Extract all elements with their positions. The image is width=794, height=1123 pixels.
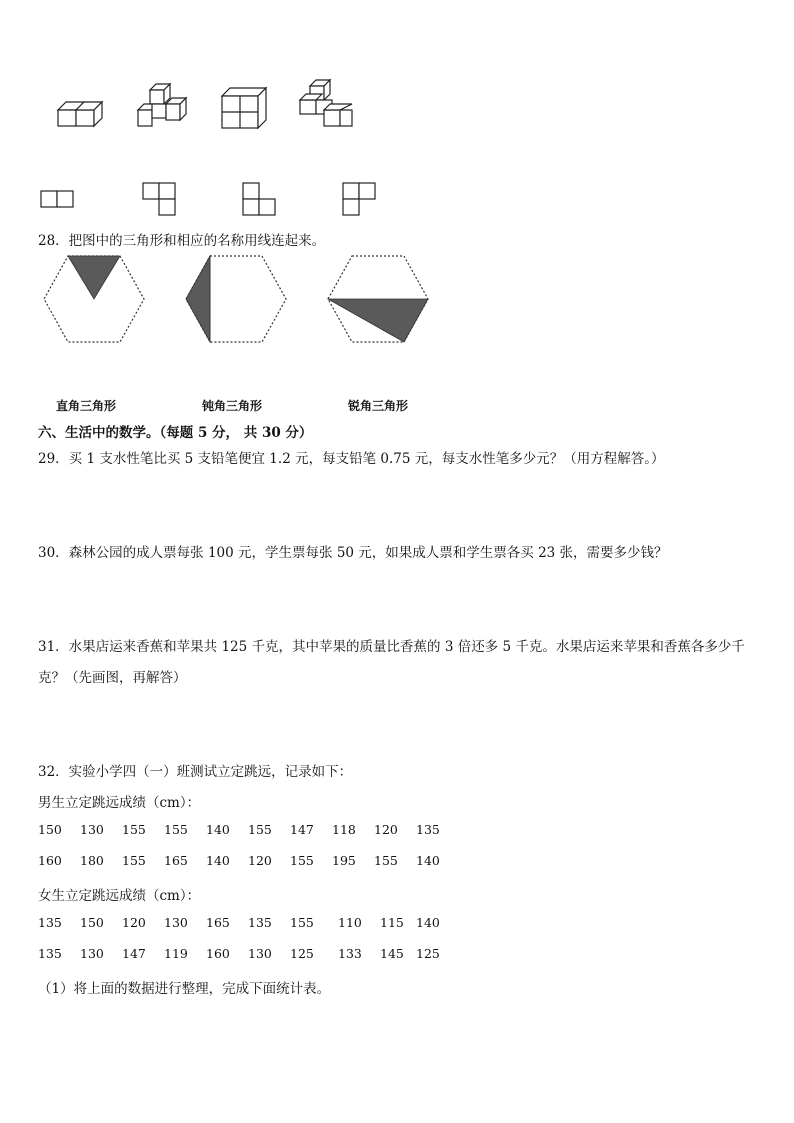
hexagon-figure-3 — [326, 254, 430, 344]
data-cell: 125 — [416, 946, 440, 961]
hexagon-figure-1 — [42, 254, 146, 344]
boys-label: 男生立定跳远成绩（cm）： — [38, 795, 201, 811]
data-cell: 155 — [248, 822, 272, 837]
view-figure-2 — [142, 182, 176, 216]
data-cell: 195 — [332, 853, 356, 868]
data-cell: 115 — [380, 915, 404, 930]
q32-intro: 32．实验小学四（一）班测试立定跳远，记录如下： — [38, 764, 353, 780]
data-cell: 120 — [248, 853, 272, 868]
data-cell: 165 — [164, 853, 188, 868]
data-cell: 165 — [206, 915, 230, 930]
data-cell: 160 — [206, 946, 230, 961]
data-cell: 119 — [164, 946, 188, 961]
q28-text: 28．把图中的三角形和相应的名称用线连起来。 — [38, 233, 326, 249]
q31-line2: 克？（先画图，再解答） — [38, 670, 187, 686]
q30-text: 30．森林公园的成人票每张 100 元，学生票每张 50 元，如果成人票和学生票各买 23 张，需要多少钱？ — [38, 545, 668, 561]
data-cell: 150 — [80, 915, 104, 930]
data-cell: 155 — [122, 853, 146, 868]
data-cell: 150 — [38, 822, 62, 837]
q29-text: 29．买 1 支水性笔比买 5 支铅笔便宜 1.2 元，每支铅笔 0.75 元，每支水性笔多少元？（用方程解答。） — [38, 451, 665, 467]
data-cell: 155 — [122, 822, 146, 837]
data-cell: 147 — [290, 822, 314, 837]
data-cell: 135 — [248, 915, 272, 930]
data-cell: 130 — [248, 946, 272, 961]
q32-sub1: （1）将上面的数据进行整理，完成下面统计表。 — [38, 981, 331, 997]
data-cell: 130 — [80, 822, 104, 837]
cube-figure-1 — [56, 96, 106, 130]
hexagon-figure-2 — [184, 254, 288, 344]
data-cell: 110 — [338, 915, 362, 930]
data-cell: 120 — [374, 822, 398, 837]
label-right-triangle: 直角三角形 — [56, 399, 117, 413]
cube-figure-2 — [136, 82, 188, 132]
data-cell: 155 — [290, 853, 314, 868]
data-cell: 155 — [374, 853, 398, 868]
data-cell: 135 — [416, 822, 440, 837]
data-cell: 120 — [122, 915, 146, 930]
data-cell: 155 — [164, 822, 188, 837]
view-figure-1 — [40, 190, 76, 208]
section-6-title: 六、生活中的数学。（每题 5 分， 共 30 分） — [38, 425, 313, 441]
data-cell: 147 — [122, 946, 146, 961]
view-figure-3 — [242, 182, 276, 216]
cube-figure-4 — [298, 78, 354, 130]
data-cell: 133 — [338, 946, 362, 961]
data-cell: 140 — [206, 853, 230, 868]
data-cell: 118 — [332, 822, 356, 837]
data-cell: 160 — [38, 853, 62, 868]
data-cell: 135 — [38, 915, 62, 930]
data-cell: 130 — [80, 946, 104, 961]
view-figure-4 — [342, 182, 376, 216]
q31-line1: 31．水果店运来香蕉和苹果共 125 千克，其中苹果的质量比香蕉的 3 倍还多 5 千克。水果店运来苹果和香蕉各多少千 — [38, 639, 745, 655]
data-cell: 130 — [164, 915, 188, 930]
girls-label: 女生立定跳远成绩（cm）： — [38, 888, 201, 904]
label-obtuse-triangle: 钝角三角形 — [202, 399, 263, 413]
data-cell: 140 — [206, 822, 230, 837]
label-acute-triangle: 锐角三角形 — [348, 399, 409, 413]
data-cell: 140 — [416, 915, 440, 930]
data-cell: 180 — [80, 853, 104, 868]
data-cell: 140 — [416, 853, 440, 868]
data-cell: 145 — [380, 946, 404, 961]
data-cell: 135 — [38, 946, 62, 961]
data-cell: 125 — [290, 946, 314, 961]
cube-figure-3 — [220, 86, 270, 132]
data-cell: 155 — [290, 915, 314, 930]
